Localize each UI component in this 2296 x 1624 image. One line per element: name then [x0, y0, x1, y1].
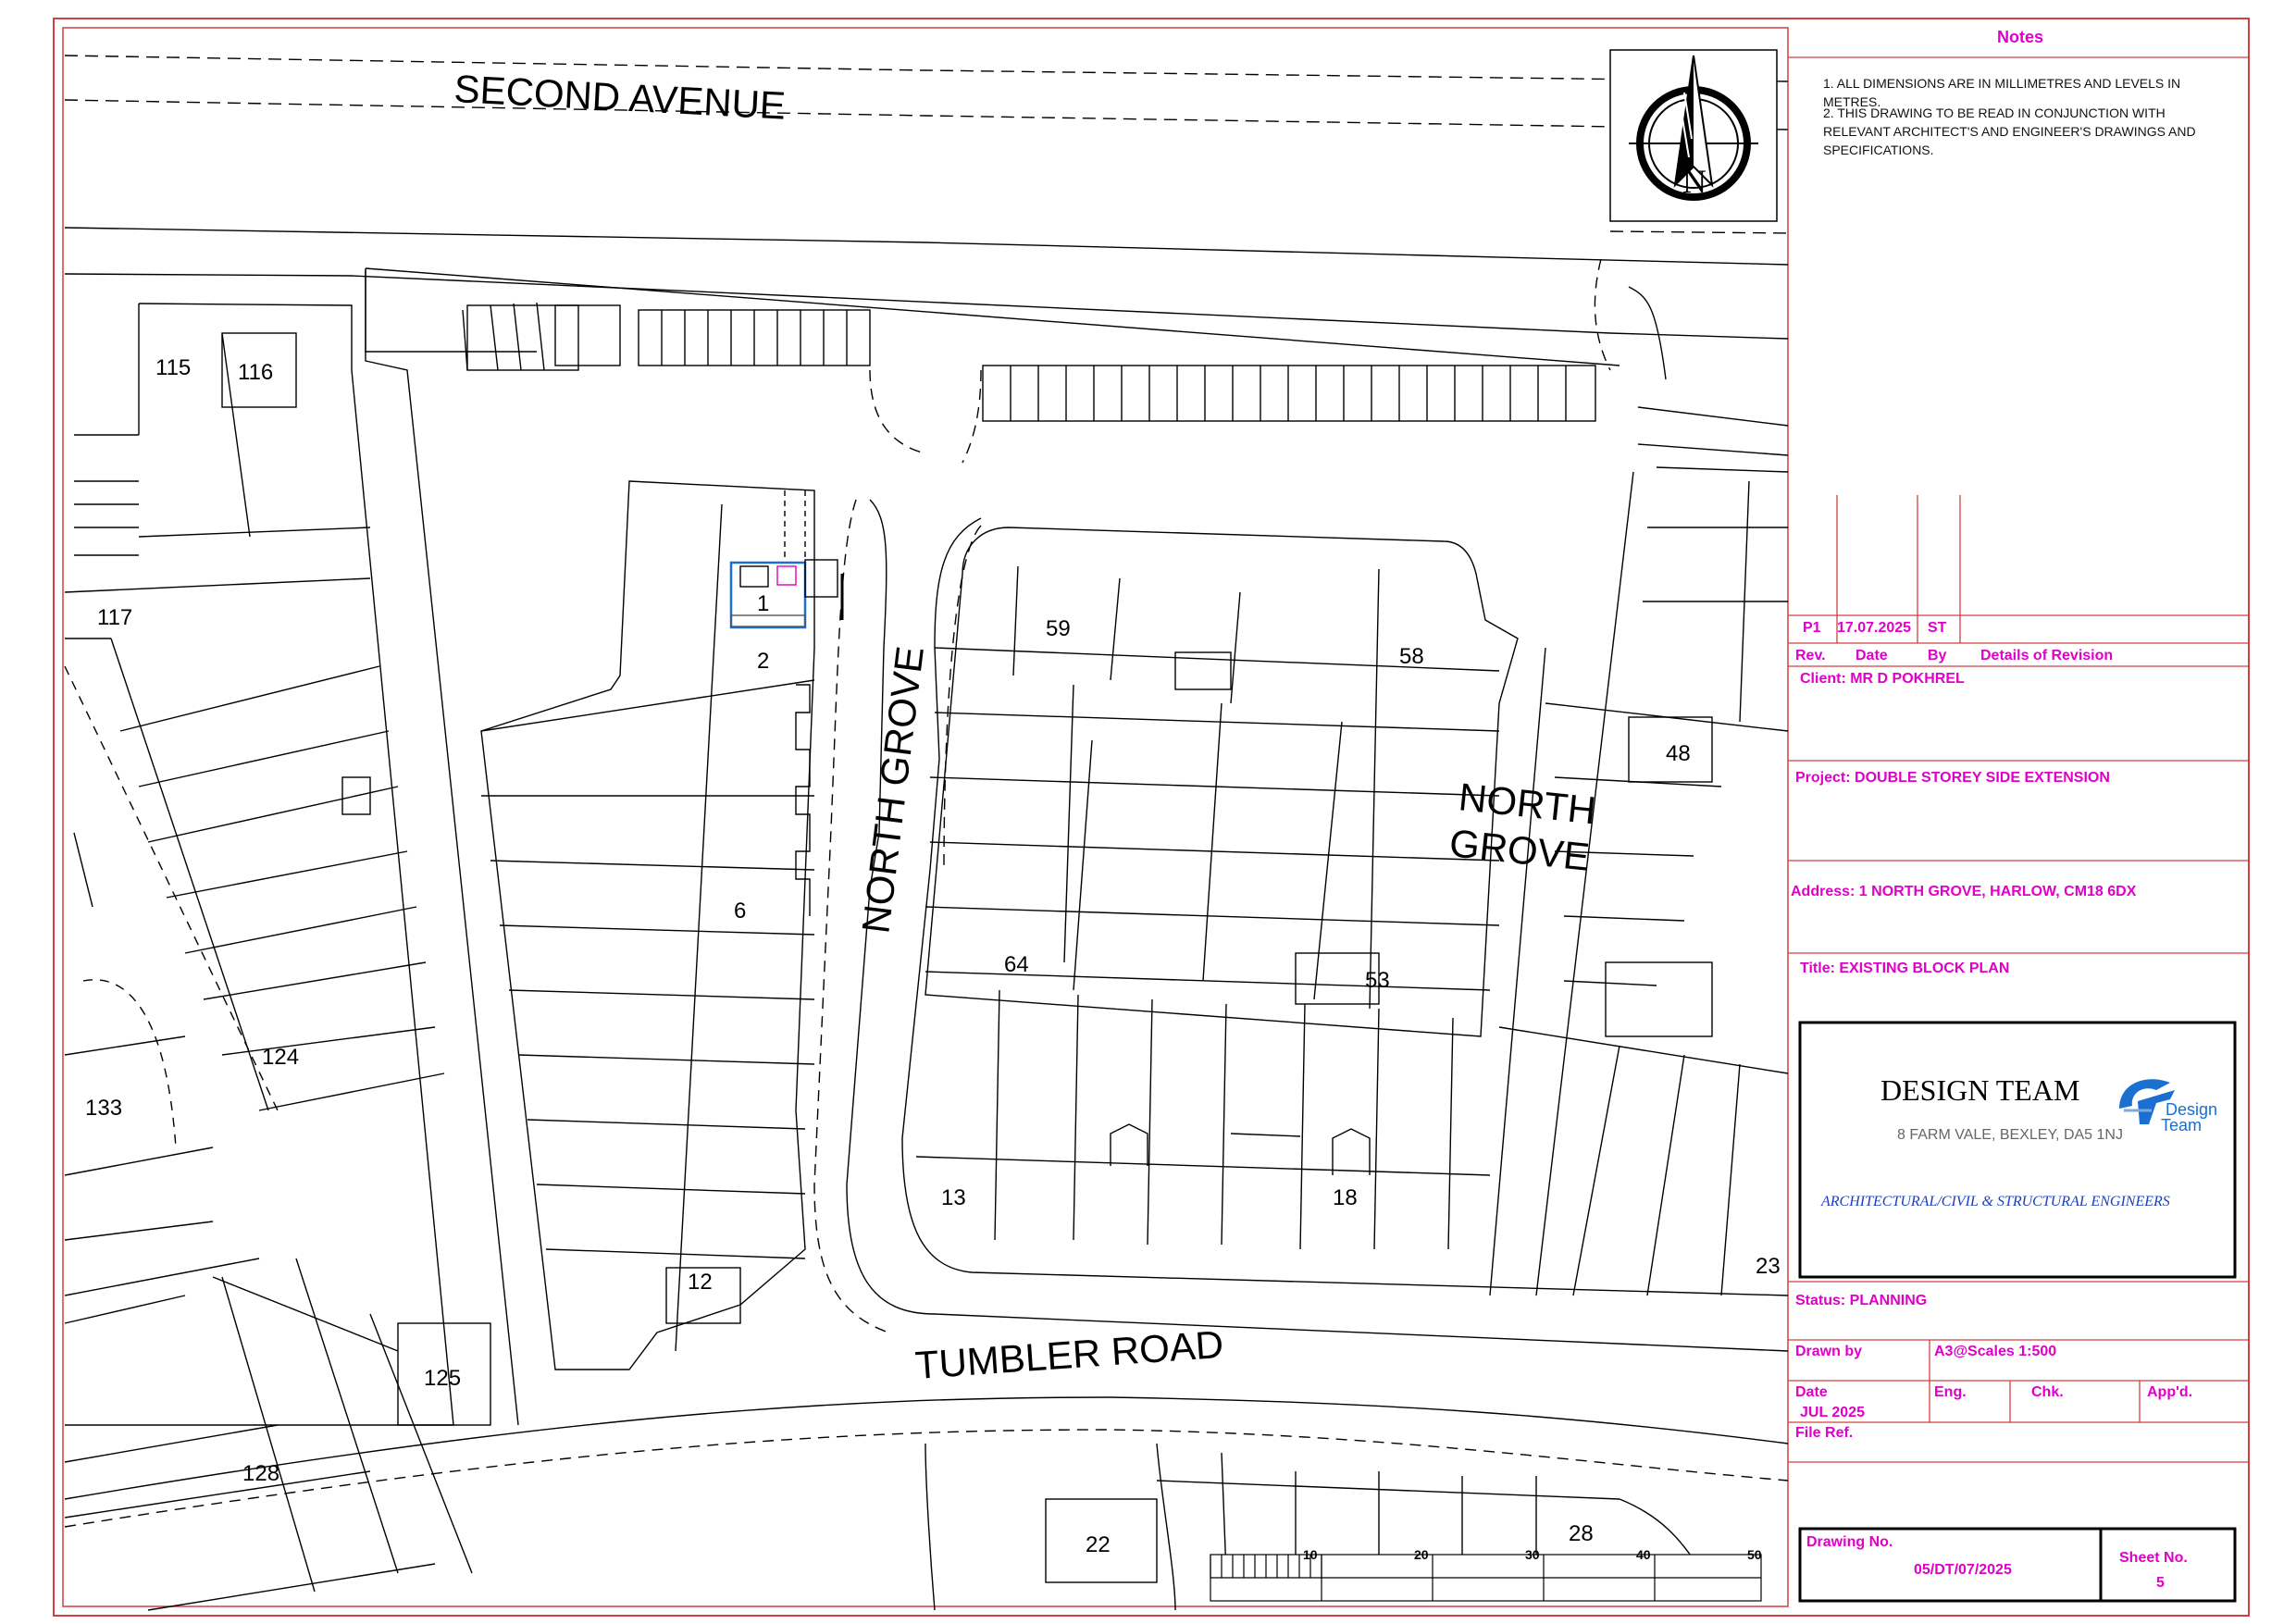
drawing-no-label: Drawing No.	[1806, 1534, 1893, 1550]
company-name: DESIGN TEAM	[1880, 1073, 2080, 1107]
eng-label: Eng.	[1934, 1384, 1967, 1400]
house-number-48: 48	[1666, 741, 1691, 766]
note-1: 1. ALL DIMENSIONS ARE IN MILLIMETRES AND LEVELS IN METRES.	[1823, 76, 2181, 109]
chk-label: Chk.	[2031, 1384, 2064, 1400]
road-label-second-avenue: SECOND AVENUE	[453, 67, 788, 128]
title-field: Title: EXISTING BLOCK PLAN	[1800, 961, 2010, 976]
revision-header-by: By	[1928, 648, 1947, 663]
house-number-128: 128	[242, 1461, 280, 1486]
revision-by: ST	[1928, 620, 1947, 636]
drawn-by-label: Drawn by	[1795, 1344, 1863, 1359]
scale-tick-40: 40	[1636, 1547, 1651, 1562]
revision-header-details: Details of Revision	[1980, 648, 2114, 663]
house-number-28: 28	[1569, 1521, 1594, 1546]
file-ref-label: File Ref.	[1795, 1425, 1854, 1441]
house-number-116: 116	[238, 360, 274, 385]
house-number-18: 18	[1333, 1185, 1358, 1210]
north-arrow-icon	[1610, 50, 1777, 221]
appd-label: App'd.	[2147, 1384, 2193, 1400]
date-label: Date	[1795, 1384, 1828, 1400]
north-arrow-letter: N	[1682, 163, 1706, 200]
house-number-53: 53	[1365, 968, 1390, 993]
company-address: 8 FARM VALE, BEXLEY, DA5 1NJ	[1897, 1127, 2123, 1143]
drawing-no-value: 05/DT/07/2025	[1914, 1562, 2012, 1578]
project-field: Project: DOUBLE STOREY SIDE EXTENSION	[1795, 770, 2110, 786]
house-number-22: 22	[1086, 1532, 1111, 1557]
sheet-no-label: Sheet No.	[2119, 1550, 2188, 1566]
house-number-2: 2	[757, 649, 770, 674]
scale-tick-30: 30	[1525, 1547, 1540, 1562]
revision-rev: P1	[1803, 620, 1821, 636]
revision-header-rev: Rev.	[1795, 648, 1826, 663]
logo-text-team: Team	[2161, 1116, 2203, 1134]
company-tagline: ARCHITECTURAL/CIVIL & STRUCTURAL ENGINEERS	[1821, 1194, 2170, 1209]
house-number-115: 115	[155, 355, 192, 380]
road-label-north-grove: NORTH GROVE	[853, 643, 932, 936]
notes-heading: Notes	[1997, 28, 2044, 46]
house-number-124: 124	[262, 1045, 300, 1070]
map-labels	[85, 67, 1781, 1557]
scale-tick-10: 10	[1303, 1547, 1318, 1562]
logo-text-design: Design	[2166, 1100, 2218, 1119]
house-number-133: 133	[85, 1096, 123, 1121]
scale-tick-50: 50	[1747, 1547, 1762, 1562]
house-number-59: 59	[1046, 616, 1071, 641]
house-number-117: 117	[97, 605, 133, 630]
house-number-58: 58	[1399, 644, 1424, 669]
house-number-12: 12	[688, 1270, 713, 1295]
date-value: JUL 2025	[1800, 1405, 1865, 1420]
house-number-64: 64	[1004, 952, 1029, 977]
scale-tick-20: 20	[1414, 1547, 1429, 1562]
address-field: Address: 1 NORTH GROVE, HARLOW, CM18 6DX	[1791, 884, 2137, 899]
revision-date: 17.07.2025	[1837, 620, 1912, 636]
road-label-north-grove-east-1: NORTH	[1457, 775, 1598, 833]
status-field: Status: PLANNING	[1795, 1293, 1928, 1308]
outer-frame	[54, 19, 2249, 1616]
house-number-23: 23	[1756, 1254, 1781, 1279]
scale-field: A3@Scales 1:500	[1934, 1344, 2057, 1359]
client-field: Client: MR D POKHREL	[1800, 671, 1965, 687]
house-number-6: 6	[734, 899, 747, 924]
sheet-no-value: 5	[2156, 1575, 2165, 1591]
scale-bar	[1210, 1547, 1762, 1601]
title-block	[1788, 57, 2249, 1601]
revision-header-date: Date	[1855, 648, 1888, 663]
design-team-logo-icon	[2119, 1079, 2217, 1134]
house-number-1: 1	[757, 591, 770, 616]
note-2: 2. THIS DRAWING TO BE READ IN CONJUNCTION WITH RELEVANT ARCHITECT'S AND ENGINEER'S DRAWINGS AND SPECIFICATIONS.	[1823, 105, 2196, 157]
road-label-north-grove-east-2: GROVE	[1447, 821, 1592, 879]
house-number-125: 125	[424, 1366, 462, 1391]
house-number-13: 13	[941, 1185, 966, 1210]
road-label-tumbler-road: TUMBLER ROAD	[913, 1321, 1225, 1387]
